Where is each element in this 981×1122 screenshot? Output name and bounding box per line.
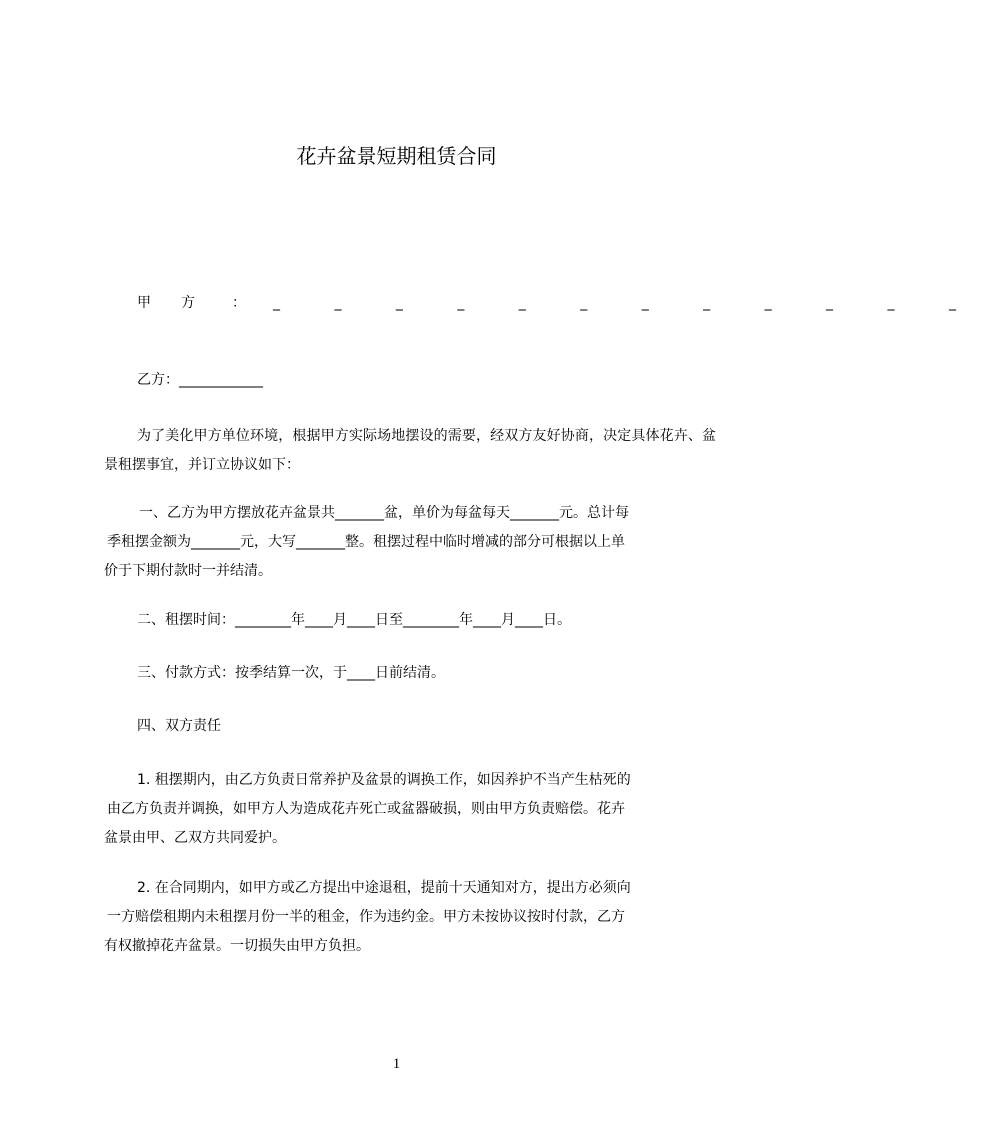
document-title: 花卉盆景短期租赁合同	[296, 144, 497, 168]
intro-paragraph: 为了美化甲方单位环境，根据甲方实际场地摆设的需要，经双方友好协商，决定具体花卉、盆景租摆事宜，并订立协议如下：	[104, 428, 716, 473]
clause-1-line-2: 季租摆金额为_______元，大写_______整。租摆过程中临时增减的部分可根据以上单	[107, 534, 625, 550]
party-a-colon: ：	[232, 295, 246, 311]
responsibility-1-line-1: 1. 租摆期内，由乙方负责日常养护及盆景的调换工作，如因养护不当产生枯死的	[137, 772, 631, 788]
clause-2: 二、租摆时间：________年____月____日至________年____月____日。	[137, 612, 571, 628]
clause-1-line-1: 一、乙方为甲方摆放花卉盆景共_______盆，单价为每盆每天_______元。总计每	[139, 505, 629, 521]
responsibility-2-line-1: 2. 在合同期内，如甲方或乙方提出中途退租，提前十天通知对方，提出方必须向	[137, 880, 631, 896]
responsibility-1-line-2: 由乙方负责并调换，如甲方人为造成花卉死亡或盆器破损，则由甲方负责赔偿。花卉	[107, 801, 625, 817]
page-number: 1	[392, 1056, 401, 1072]
party-b-line: 乙方：____________	[137, 372, 263, 388]
clause-3: 三、付款方式：按季结算一次，于____日前结清。	[137, 665, 445, 681]
clause-1-line-3: 价于下期付款时一并结清。	[104, 563, 272, 579]
party-a-row	[137, 290, 981, 316]
responsibility-2-line-2: 一方赔偿租期内未租摆月份一半的租金，作为违约金。甲方未按协议按时付款，乙方	[107, 909, 625, 925]
party-a-label: 甲方	[137, 295, 225, 311]
responsibility-1-line-3: 盆景由甲、乙双方共同爱护。	[104, 830, 286, 846]
clause-4-heading: 四、双方责任	[137, 718, 221, 734]
party-a-blank: _ _ _ _ _ _ _ _ _ _ _ _	[273, 295, 981, 311]
responsibility-2-line-3: 有权撤掉花卉盆景。一切损失由甲方负担。	[104, 938, 370, 954]
